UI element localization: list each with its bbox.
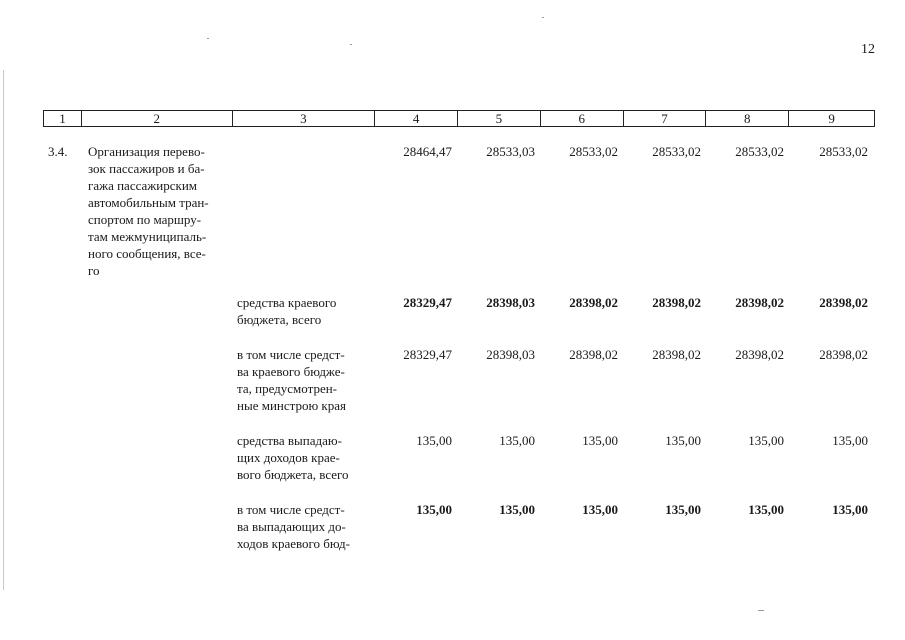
value-col-5: 135,00 [499,433,535,448]
row-name-line: гажа пассажирским [88,178,198,193]
table-header-row [43,110,875,127]
value-col-4: 135,00 [416,502,452,517]
row-source-line: в том числе средст- [237,502,345,517]
value-col-4: 28329,47 [403,295,452,310]
value-col-7: 28398,02 [652,347,701,362]
value-col-7: 135,00 [665,502,701,517]
value-col-8: 28398,02 [735,295,784,310]
row-name-line: го [88,263,100,278]
value-col-9: 135,00 [832,433,868,448]
row-source-line: щих доходов крае- [237,450,340,465]
value-col-7: 28398,02 [652,295,701,310]
row-source-line: ва краевого бюдже- [237,364,345,379]
row-name-line: ного сообщения, все- [88,246,206,261]
value-col-5: 28533,03 [486,144,535,159]
row-name-line: спортом по маршру- [88,212,202,227]
value-col-8: 135,00 [748,502,784,517]
row-number: 3.4. [48,144,68,159]
row-source-line: ные минстрою края [237,398,346,413]
value-col-8: 28398,02 [735,347,784,362]
row-source-line: средства краевого [237,295,337,310]
row-source-line: средства выпадаю- [237,433,342,448]
row-name-line: там межмуниципаль- [88,229,207,244]
row-name-line: зок пассажиров и ба- [88,161,205,176]
header-col-2: 2 [82,111,233,126]
value-col-6: 135,00 [582,502,618,517]
value-col-9: 28398,02 [819,295,868,310]
value-col-8: 28533,02 [735,144,784,159]
page-edge [3,70,4,590]
header-col-7: 7 [624,111,707,126]
value-col-7: 135,00 [665,433,701,448]
value-col-4: 28329,47 [403,347,452,362]
value-col-6: 28533,02 [569,144,618,159]
row-name [88,143,228,279]
value-col-5: 28398,03 [486,295,535,310]
value-col-7: 28533,02 [652,144,701,159]
value-col-6: 135,00 [582,433,618,448]
row-source-line: та, предусмотрен- [237,381,338,396]
header-col-8: 8 [706,111,789,126]
value-col-9: 135,00 [832,502,868,517]
value-col-5: 28398,03 [486,347,535,362]
row-name-line: Организация перево- [88,144,205,159]
value-col-4: 28464,47 [403,144,452,159]
row-source-line: в том числе средст- [237,347,345,362]
header-col-5: 5 [458,111,541,126]
value-col-8: 135,00 [748,433,784,448]
scan-speck [758,610,764,611]
row-source [237,501,368,552]
header-col-1: 1 [44,111,82,126]
value-col-9: 28398,02 [819,347,868,362]
row-source [237,294,368,328]
value-col-5: 135,00 [499,502,535,517]
scan-speck [207,38,209,39]
header-col-6: 6 [541,111,624,126]
header-col-9: 9 [828,111,835,126]
value-col-4: 135,00 [416,433,452,448]
scan-speck [350,44,352,45]
row-source [237,432,368,483]
row-source-line: ходов краевого бюд- [237,536,350,551]
header-col-3: 3 [233,111,376,126]
row-source-line: бюджета, всего [237,312,322,327]
row-source-line: вого бюджета, всего [237,467,349,482]
row-name-line: автомобильным тран- [88,195,209,210]
row-source-line: ва выпадающих до- [237,519,346,534]
page-number: 12 [861,42,875,57]
value-col-6: 28398,02 [569,295,618,310]
header-col-4: 4 [375,111,458,126]
value-col-9: 28533,02 [819,144,868,159]
row-source [237,346,368,414]
value-col-6: 28398,02 [569,347,618,362]
scan-speck [542,17,544,18]
